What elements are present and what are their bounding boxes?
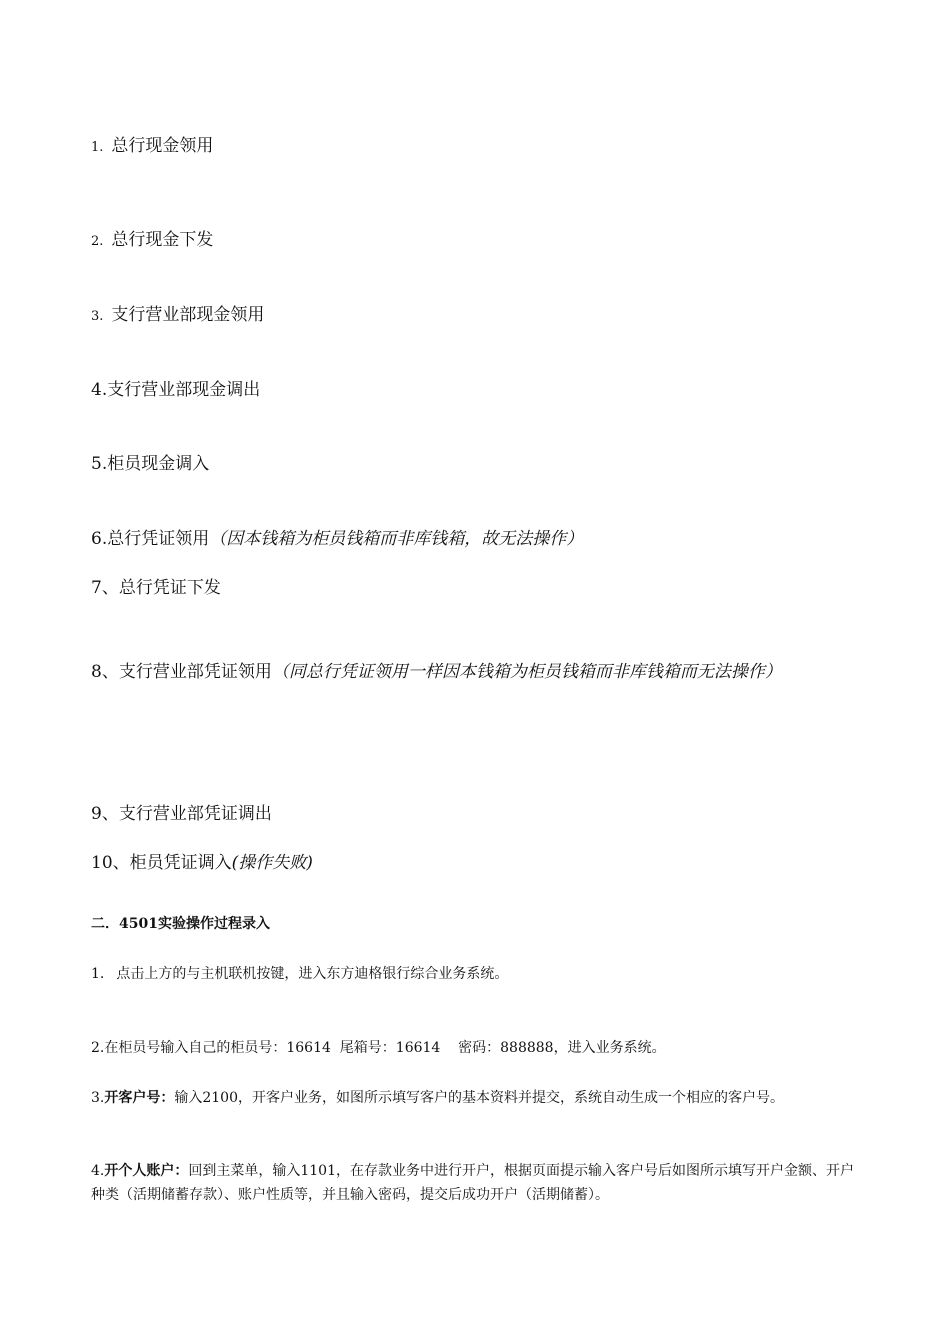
section-heading: 二．4501实验操作过程录入 <box>91 916 270 932</box>
step-text: 在柜员号输入自己的柜员号：16614 尾箱号：16614 密码：888888，进入业务系统。 <box>104 1040 666 1056</box>
list-text: 总行现金下发 <box>111 230 214 250</box>
list-number: 3. <box>91 309 104 324</box>
list-item <box>91 135 213 159</box>
step-bold-label: 开个人账户： <box>104 1163 189 1179</box>
list-number: 9、 <box>91 804 119 824</box>
list-item <box>91 577 221 599</box>
list-text: 支行营业部凭证领用 <box>118 662 272 682</box>
list-item <box>91 379 260 401</box>
list-number: 10、 <box>91 853 130 873</box>
list-item <box>91 304 264 328</box>
list-item <box>91 229 213 253</box>
step-number: 3. <box>91 1090 105 1106</box>
list-number: 6. <box>91 529 108 549</box>
list-number: 1. <box>91 140 104 155</box>
list-text: 柜员凭证调入 <box>129 853 232 873</box>
step-number: 4. <box>91 1163 105 1179</box>
list-text: 总行凭证领用 <box>107 529 210 549</box>
step-paragraph <box>91 962 861 986</box>
step-text: 回到主菜单，输入1101，在存款业务中进行开户，根据页面提示输入客户号后如图所示填写开户金额、开户种类（活期储蓄存款）、账户性质等，并且输入密码，提交后成功开户（活期储蓄）。 <box>91 1163 854 1203</box>
list-text: 柜员现金调入 <box>107 454 210 474</box>
step-paragraph <box>91 1036 861 1060</box>
list-number: 2. <box>91 234 104 249</box>
list-text: 总行凭证下发 <box>118 578 221 598</box>
list-text: 总行现金领用 <box>111 136 214 156</box>
step-paragraph <box>91 1159 861 1207</box>
list-item <box>91 654 861 690</box>
step-text: 点击上方的与主机联机按键，进入东方迪格银行综合业务系统。 <box>116 966 509 982</box>
list-number: 8、 <box>91 662 119 682</box>
list-number: 5. <box>91 454 108 474</box>
list-number: 4. <box>91 380 108 400</box>
list-text: 支行营业部现金调出 <box>107 380 261 400</box>
list-number: 7、 <box>91 578 119 598</box>
list-note: （同总行凭证领用一样因本钱箱为柜员钱箱而非库钱箱而无法操作） <box>271 662 782 682</box>
list-item <box>91 803 272 825</box>
list-text: 支行营业部现金领用 <box>111 305 265 325</box>
step-text: 输入2100，开客户业务，如图所示填写客户的基本资料并提交，系统自动生成一个相应的客户号。 <box>174 1090 784 1106</box>
list-note: (操作失败) <box>231 853 313 873</box>
list-item <box>91 852 313 874</box>
list-note: （因本钱箱为柜员钱箱而非库钱箱，故无法操作） <box>209 529 584 549</box>
list-item <box>91 528 583 550</box>
list-text: 支行营业部凭证调出 <box>118 804 272 824</box>
step-paragraph <box>91 1086 861 1110</box>
step-number: 2. <box>91 1040 105 1056</box>
step-number: 1. <box>91 966 105 982</box>
list-item <box>91 453 209 475</box>
step-bold-label: 开客户号： <box>104 1090 175 1106</box>
